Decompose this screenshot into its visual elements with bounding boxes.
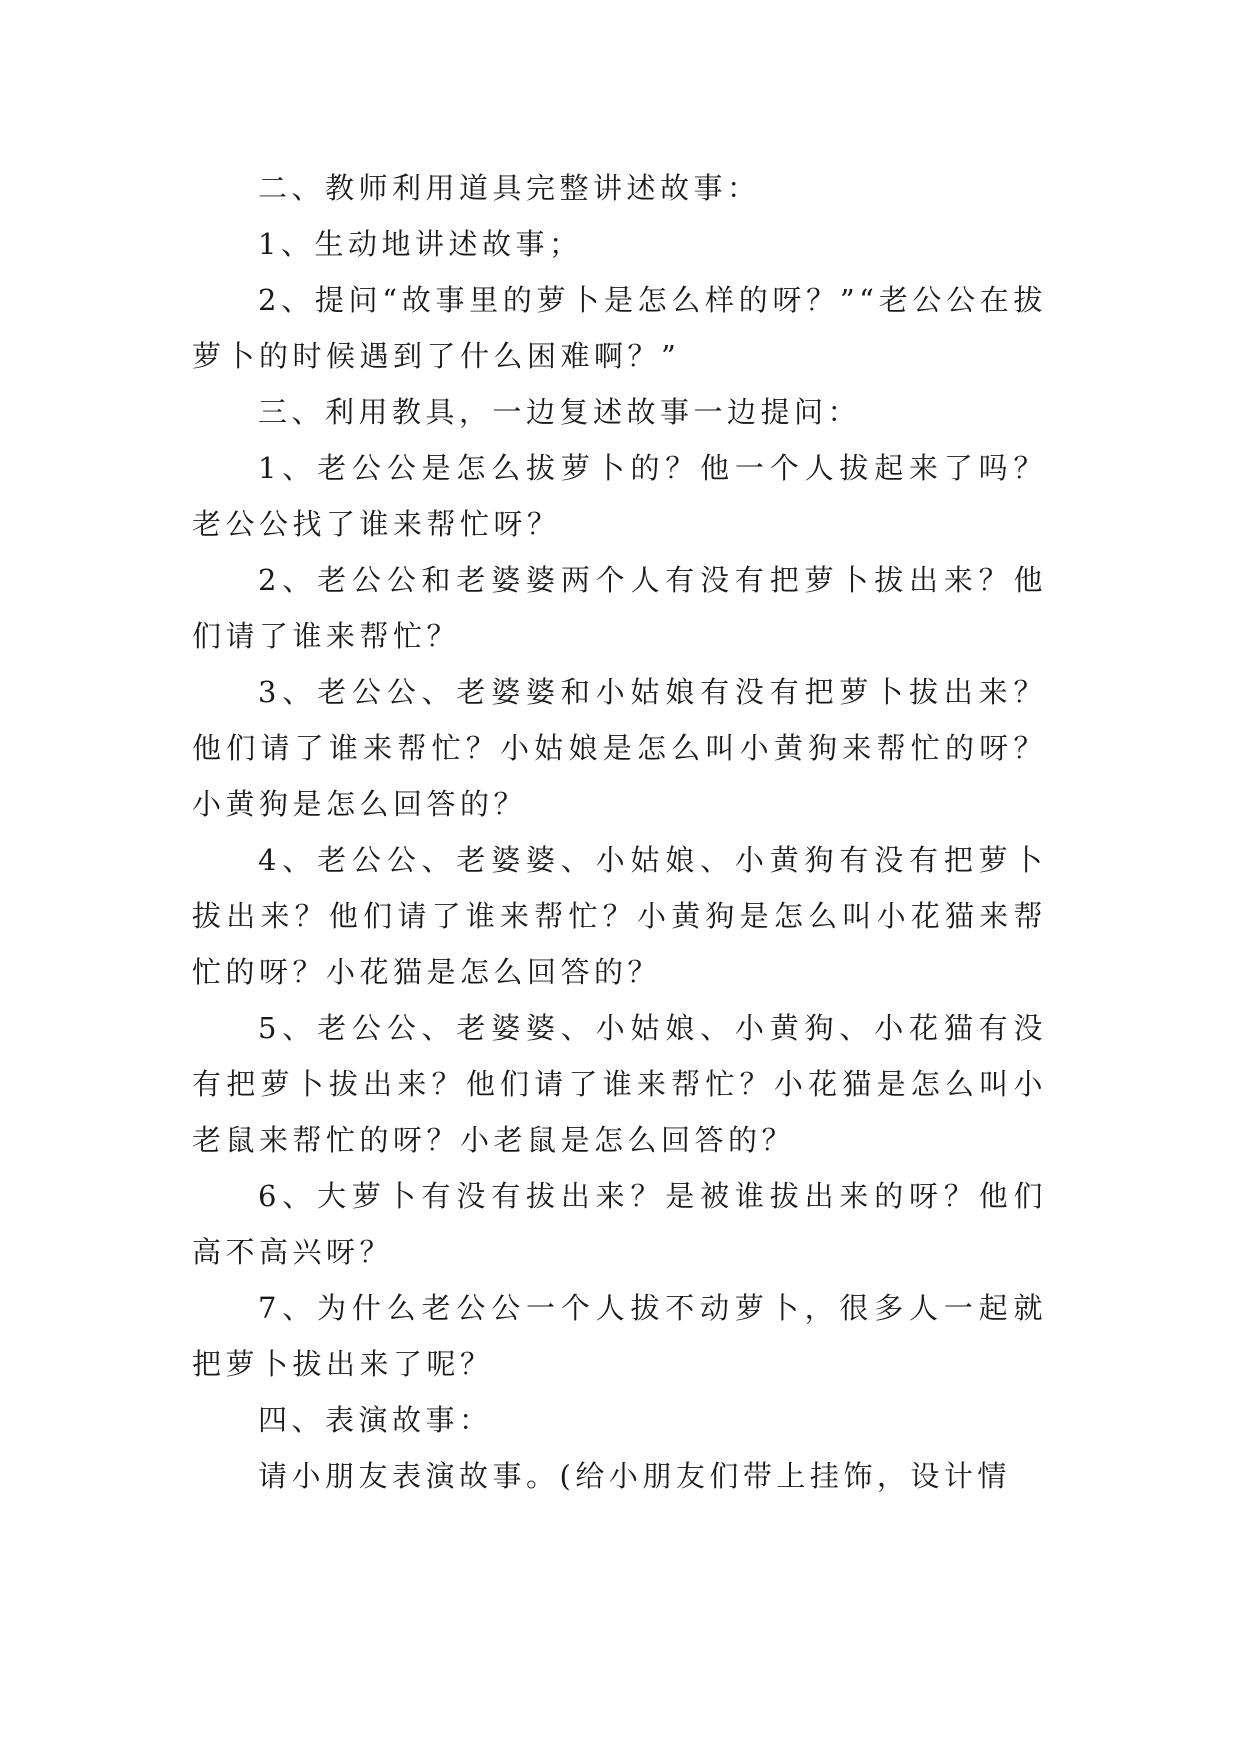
section-heading-3: 三、利用教具，一边复述故事一边提问： bbox=[258, 395, 862, 429]
list-item: 4、老公公、老婆婆、小姑娘、小黄狗有没有把萝卜拔出来？他们请了谁来帮忙？小黄狗是怎么叫小花猫来帮忙的呀？小花猫是怎么回答的？ bbox=[192, 843, 1047, 989]
list-item: 2、老公公和老婆婆两个人有没有把萝卜拔出来？他们请了谁来帮忙？ bbox=[192, 563, 1047, 653]
document-body bbox=[192, 160, 1047, 1504]
list-item: 7、为什么老公公一个人拔不动萝卜，很多人一起就把萝卜拔出来了呢？ bbox=[192, 1291, 1047, 1381]
section-heading-2: 二、教师利用道具完整讲述故事： bbox=[258, 171, 761, 205]
body-paragraph: 请小朋友表演故事。(给小朋友们带上挂饰，设计情 bbox=[258, 1459, 1011, 1493]
list-item: 3、老公公、老婆婆和小姑娘有没有把萝卜拔出来？他们请了谁来帮忙？小姑娘是怎么叫小黄狗来帮忙的呀？小黄狗是怎么回答的？ bbox=[192, 675, 1047, 821]
list-item: 2、提问“故事里的萝卜是怎么样的呀？”“老公公在拔萝卜的时候遇到了什么困难啊？” bbox=[192, 283, 1047, 373]
section-heading-4: 四、表演故事： bbox=[258, 1403, 493, 1437]
list-item: 6、大萝卜有没有拔出来？是被谁拔出来的呀？他们高不高兴呀？ bbox=[192, 1179, 1047, 1269]
list-item: 5、老公公、老婆婆、小姑娘、小黄狗、小花猫有没有把萝卜拔出来？他们请了谁来帮忙？小花猫是怎么叫小老鼠来帮忙的呀？小老鼠是怎么回答的？ bbox=[192, 1011, 1047, 1157]
list-item: 1、生动地讲述故事； bbox=[258, 227, 583, 261]
list-item: 1、老公公是怎么拔萝卜的？他一个人拔起来了吗？老公公找了谁来帮忙呀？ bbox=[192, 451, 1047, 541]
